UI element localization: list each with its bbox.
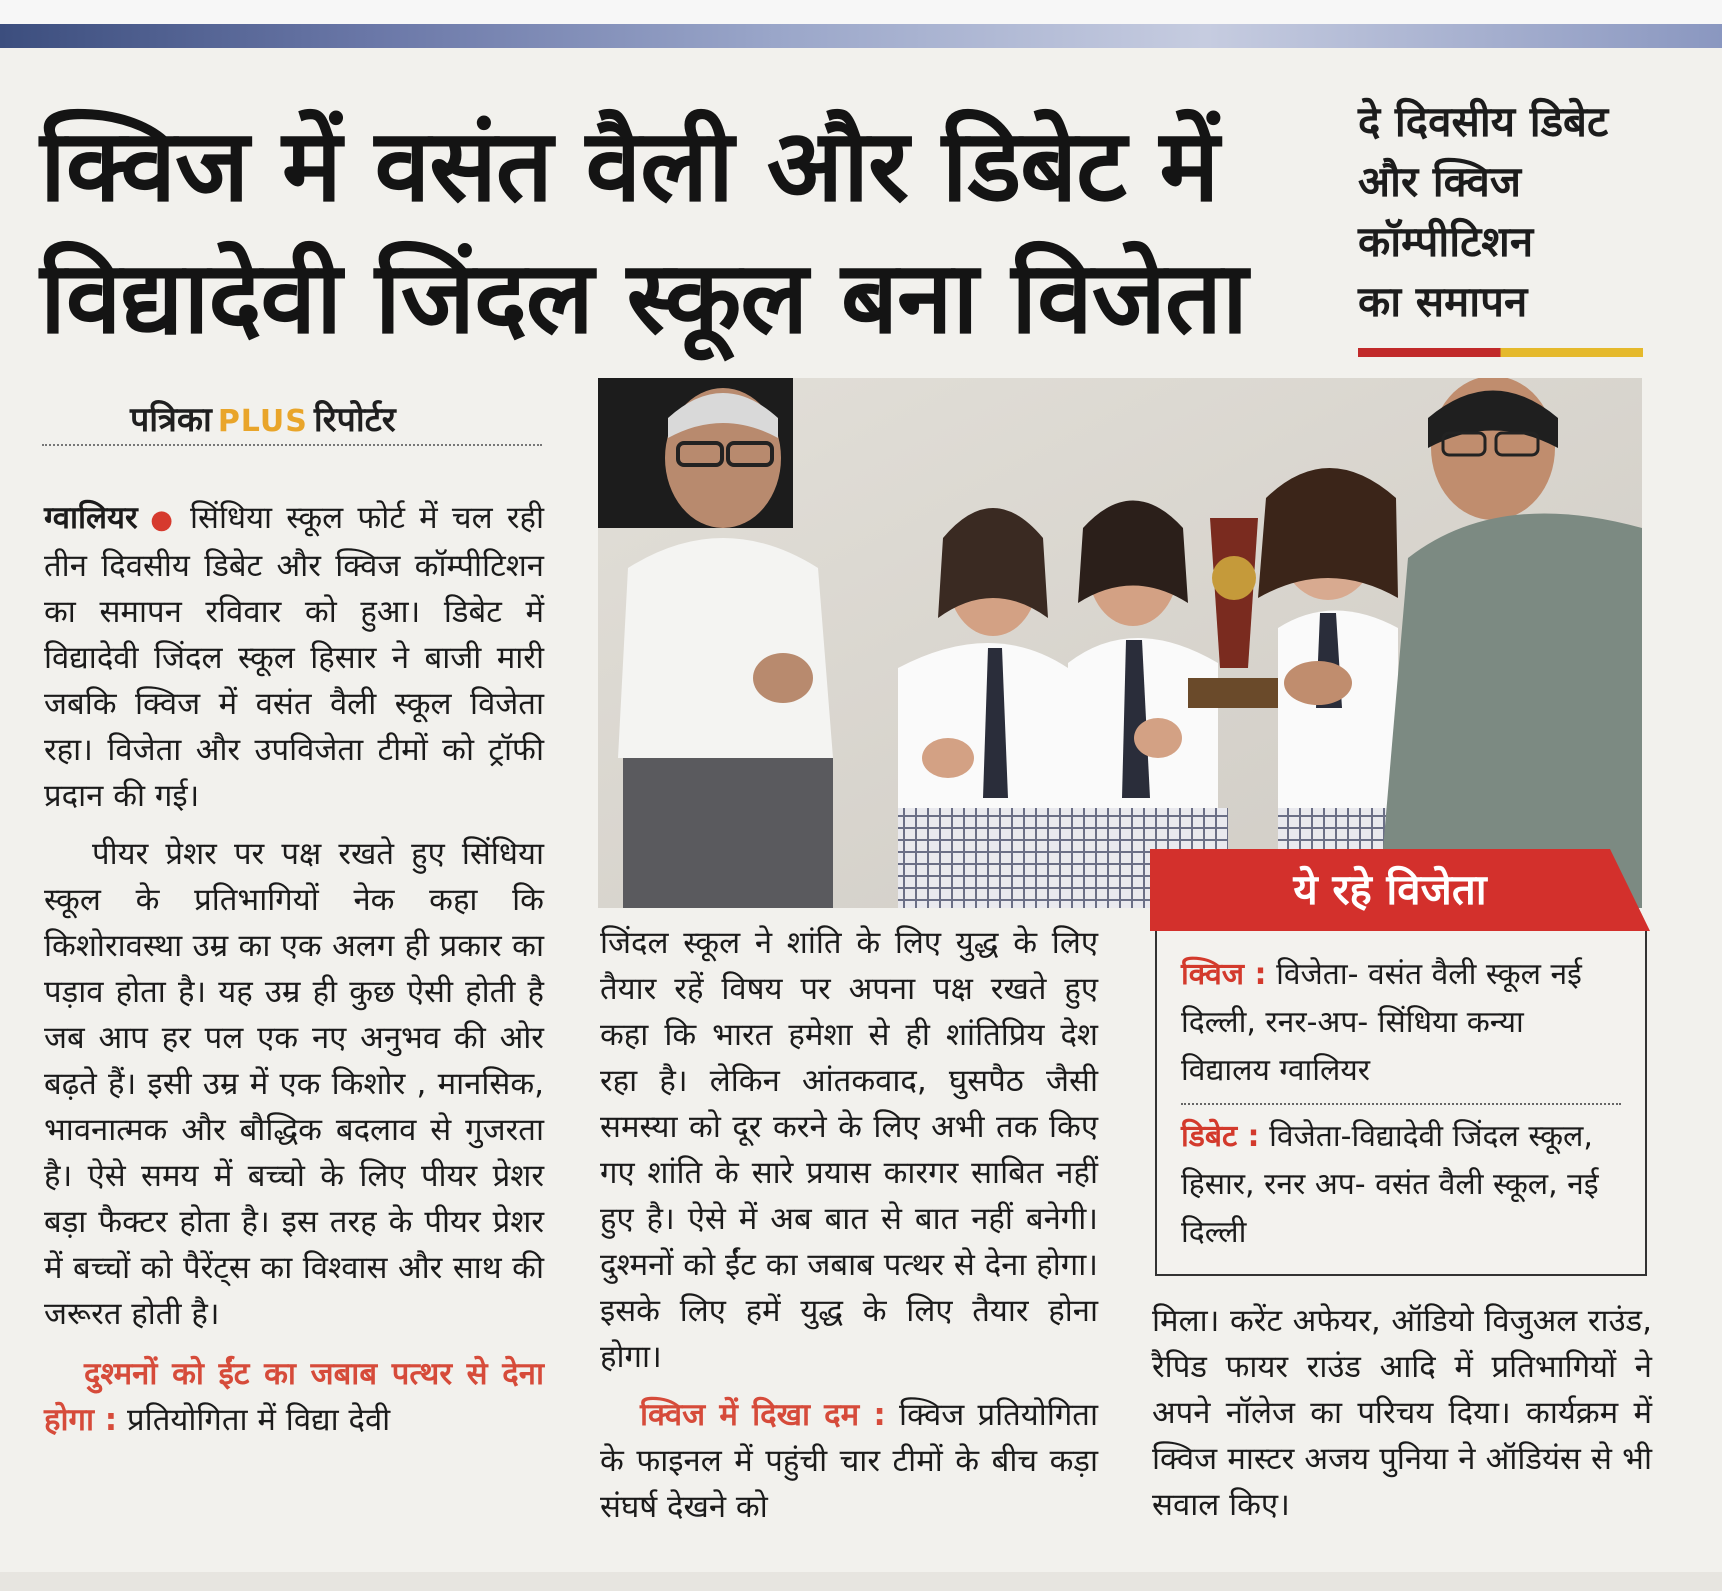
byline bbox=[130, 395, 396, 441]
byline-publication: पत्रिका bbox=[130, 400, 212, 440]
photo-illustration bbox=[598, 378, 1642, 908]
winners-dotted-separator bbox=[1181, 1103, 1621, 1105]
byline-dotted-rule bbox=[42, 444, 542, 446]
article-column-1 bbox=[44, 495, 544, 1443]
byline-reporter: रिपोर्टर bbox=[313, 400, 396, 440]
winners-quiz-text: विजेता- वसंत वैली स्कूल नई दिल्ली, रनर-अप- सिंधिया कन्या विद्यालय ग्वालियर bbox=[1181, 957, 1582, 1088]
deck-line-3: कॉम्पीटिशन bbox=[1358, 217, 1534, 266]
deck-line-2: और क्विज bbox=[1358, 157, 1522, 206]
paragraph-4-continued: मिला। करेंट अफेयर, ऑडियो विजुअल राउंड, रैपिड फायर राउंड आदि में प्रतिभागियों ने अपने नॉलेज का परिचय दिया। कार्यक्रम में क्विज मास्टर अजय पुनिया ने ऑडियंस से भी सवाल किए। bbox=[1152, 1303, 1652, 1523]
winners-banner bbox=[1150, 849, 1650, 931]
winners-debate-label: डिबेट : bbox=[1181, 1119, 1260, 1154]
deck-underline-rule bbox=[1358, 348, 1643, 357]
headline-line-2: विद्यादेवी जिंदल स्कूल बना विजेता bbox=[40, 239, 1247, 356]
paragraph-3 bbox=[44, 1351, 544, 1443]
dateline-bullet-icon: ● bbox=[137, 505, 190, 535]
trophy-presentation-photo bbox=[598, 378, 1642, 908]
subhead-enemies: दुश्मनों को ईंट का जबाब पत्थर से देना होगा : bbox=[44, 1356, 544, 1438]
paragraph-1 bbox=[44, 495, 544, 819]
scan-top-margin bbox=[0, 0, 1722, 24]
article-column-3 bbox=[1152, 1298, 1652, 1528]
paragraph-4-start: क्विज प्रतियोगिता के फाइनल में पहुंची चार टीमों के बीच कड़ा संघर्ष देखने को bbox=[600, 1397, 1098, 1525]
winners-title: ये रहे विजेता bbox=[1293, 865, 1487, 914]
winners-quiz-label: क्विज : bbox=[1181, 957, 1267, 992]
subhead-quiz: क्विज में दिखा दम : bbox=[640, 1397, 886, 1433]
dateline: ग्वालियर bbox=[44, 500, 138, 536]
winners-box bbox=[1155, 931, 1647, 1276]
paragraph-4 bbox=[600, 1392, 1098, 1530]
deck-line-1: दे दिवसीय डिबेट bbox=[1358, 97, 1609, 146]
headline bbox=[40, 100, 1320, 364]
headline-line-1: क्विज में वसंत वैली और डिबेट में bbox=[40, 107, 1219, 224]
page-top-color-strip bbox=[0, 24, 1722, 48]
deck-line-4: का समापन bbox=[1358, 277, 1528, 326]
paragraph-3-continued: जिंदल स्कूल ने शांति के लिए युद्ध के लिए तैयार रहें विषय पर अपना पक्ष रखते हुए कहा कि भारत हमेशा से ही शांतिप्रिय देश रहा है। लेकिन आंतकवाद, घुसपैठ जैसी समस्या को दूर करने के लिए अभी तक किए गए शांति के सारे प्रयास कारगर साबित नहीं हुए है। ऐसे में अब बात से बात नहीं बनेगी। दुश्मनों को ईंट का जबाब पत्थर से देना होगा। इसके लिए हमें युद्ध के लिए तैयार होना होगा। bbox=[600, 925, 1098, 1375]
byline-plus-logo: PLUS bbox=[217, 404, 308, 439]
paragraph-1-text: सिंधिया स्कूल फोर्ट में चल रही तीन दिवसीय डिबेट और क्विज कॉम्पीटिशन का समापन रविवार को हुआ। डिबेट में विद्यादेवी जिंदल स्कूल हिसार ने बाजी मारी जबकि क्विज में वसंत वैली स्कूल विजेता रहा। विजेता और उपविजेता टीमों को ट्रॉफी प्रदान की गई। bbox=[44, 500, 544, 814]
article-column-2 bbox=[600, 920, 1098, 1530]
winners-quiz bbox=[1181, 951, 1621, 1095]
paragraph-2: पीयर प्रेशर पर पक्ष रखते हुए सिंधिया स्कूल के प्रतिभागियों नेक कहा कि किशोरावस्था उम्र का एक अलग ही प्रकार का पड़ाव होता है। यह उम्र ही कुछ ऐसी होती है जब आप हर पल एक नए अनुभव की ओर बढ़ते हैं। इसी उम्र में एक किशोर , मानसिक, भावनात्मक और बौद्धिक बदलाव से गुजरता है। ऐसे समय में बच्चो के लिए पीयर प्रेशर बड़ा फैक्टर होता है। इस तरह के पीयर प्रेशर में बच्चों को पैरेंट्स का विश्वास और साथ की जरूरत होती है। bbox=[44, 836, 544, 1332]
scan-bottom-edge bbox=[0, 1572, 1722, 1591]
winners-debate-text: विजेता-विद्यादेवी जिंदल स्कूल, हिसार, रनर अप- वसंत वैली स्कूल, नई दिल्ली bbox=[1181, 1119, 1599, 1250]
paragraph-3-start: प्रतियोगिता में विद्या देवी bbox=[127, 1402, 391, 1438]
deck bbox=[1358, 92, 1658, 332]
winners-debate bbox=[1181, 1113, 1621, 1257]
